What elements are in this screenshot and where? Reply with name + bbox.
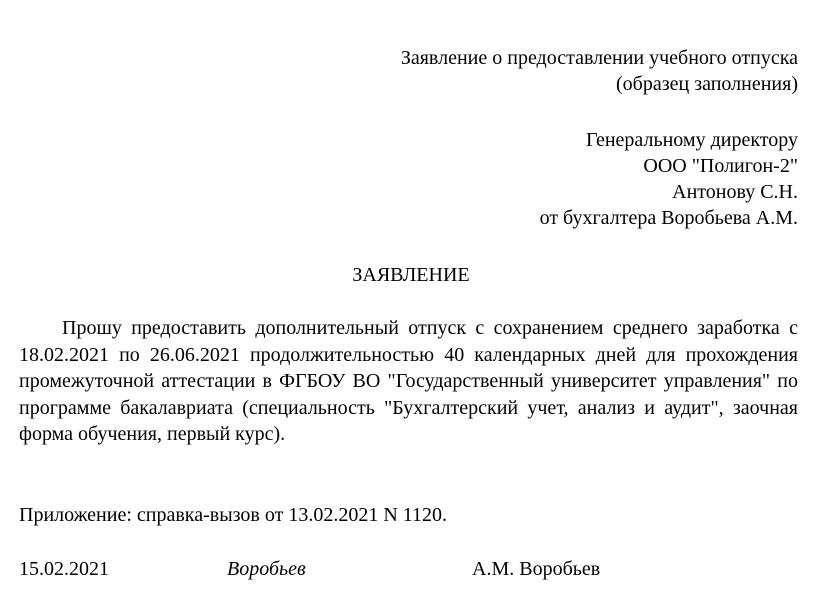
application-heading: ЗАЯВЛЕНИЕ <box>352 264 470 286</box>
signature: Воробьев <box>227 558 306 580</box>
document-title-block <box>401 45 798 97</box>
addressee-name: Антонову С.Н. <box>672 181 798 203</box>
sender-line: от бухгалтера Воробьева А.М. <box>539 207 798 229</box>
document-title: Заявление о предоставлении учебного отпуска <box>400 47 798 69</box>
signer-name: А.М. Воробьев <box>472 558 601 580</box>
attachment-line: Приложение: справка-вызов от 13.02.2021 N 1120. <box>19 504 448 526</box>
addressee-block <box>540 127 798 231</box>
addressee-position: Генеральному директору <box>585 129 798 151</box>
addressee-company: ООО "Полигон-2" <box>643 155 798 177</box>
application-date: 15.02.2021 <box>19 558 109 580</box>
application-body: Прошу предоставить дополнительный отпуск с сохранением среднего заработка с 18.02.2021 по 26.06.2021 продолжительностью 40 календарных дней для прохождения промежуточной аттестации в ФГБОУ ВО "Государственный университет управления" по программе бакалавриата (специальность "Бухгалтерский учет, анализ и аудит", заочная форма обучения, первый курс). <box>19 317 798 445</box>
document-subtitle: (образец заполнения) <box>616 73 798 95</box>
